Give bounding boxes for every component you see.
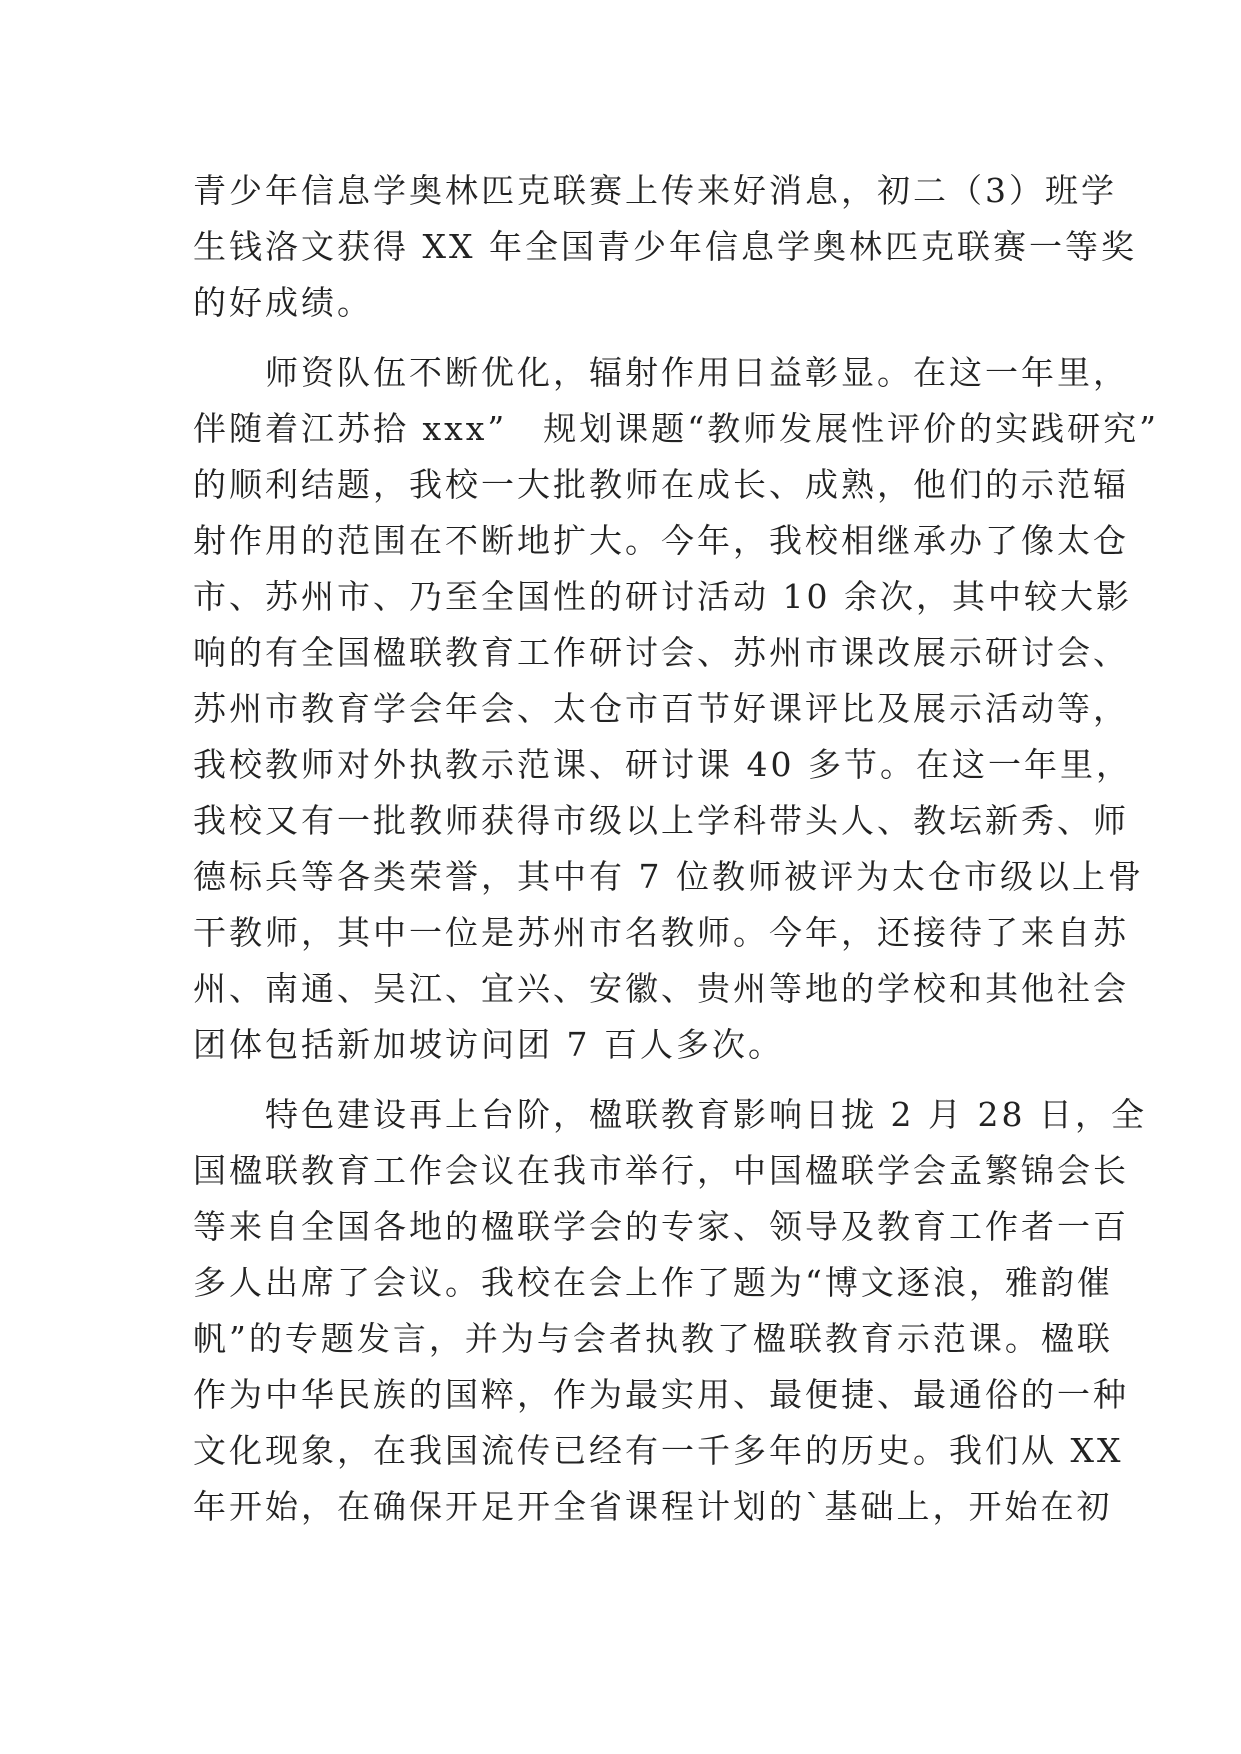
text-line: 的顺利结题，我校一大批教师在成长、成熟，他们的示范辐 [193,465,1129,504]
text-line: 德标兵等各类荣誉，其中有 7 位教师被评为太仓市级以上骨 [193,857,1144,896]
text-line: 作为中华民族的国粹，作为最实用、最便捷、最通俗的一种 [193,1375,1129,1414]
text-line: 国楹联教育工作会议在我市举行，中国楹联学会孟繁锦会长 [193,1151,1129,1190]
text-line: 响的有全国楹联教育工作研讨会、苏州市课改展示研讨会、 [193,633,1129,672]
text-line: 帆”的专题发言，并为与会者执教了楹联教育示范课。楹联 [193,1319,1113,1358]
paragraph-2 [193,345,1159,1073]
text-line: 生钱洛文获得 XX 年全国青少年信息学奥林匹克联赛一等奖 [193,227,1137,266]
text-line: 我校又有一批教师获得市级以上学科带头人、教坛新秀、师 [193,801,1129,840]
text-line: 市、苏州市、乃至全国性的研讨活动 10 余次，其中较大影 [193,577,1132,616]
text-line: 射作用的范围在不断地扩大。今年，我校相继承办了像太仓 [193,521,1129,560]
text-line: 文化现象，在我国流传已经有一千多年的历史。我们从 XX [193,1431,1124,1470]
text-line: 州、南通、吴江、宜兴、安徽、贵州等地的学校和其他社会 [193,969,1129,1008]
text-line: 等来自全国各地的楹联学会的专家、领导及教育工作者一百 [193,1207,1129,1246]
text-line: 我校教师对外执教示范课、研讨课 40 多节。在这一年里， [193,745,1132,784]
text-line: 多人出席了会议。我校在会上作了题为“博文逐浪，雅韵催 [193,1263,1113,1302]
text-line: 苏州市教育学会年会、太仓市百节好课评比及展示活动等， [193,689,1129,728]
text-line: 特色建设再上台阶，楹联教育影响日拢 2 月 28 日，全 [193,1095,1147,1134]
paragraph-3 [193,1087,1147,1535]
text-line: 干教师，其中一位是苏州市名教师。今年，还接待了来自苏 [193,913,1129,952]
body-text [193,163,1159,1535]
text-line: 师资队伍不断优化，辐射作用日益彰显。在这一年里， [193,353,1129,392]
text-line: 青少年信息学奥林匹克联赛上传来好消息，初二（3）班学 [193,171,1117,210]
text-line: 年开始，在确保开足开全省课程计划的`基础上，开始在初 [193,1487,1113,1526]
text-line: 团体包括新加坡访问团 7 百人多次。 [193,1025,784,1064]
text-line: 伴随着江苏拾 xxx” 规划课题“教师发展性评价的实践研究” [193,409,1159,448]
text-line: 的好成绩。 [193,283,373,322]
paragraph-1 [193,163,1137,331]
